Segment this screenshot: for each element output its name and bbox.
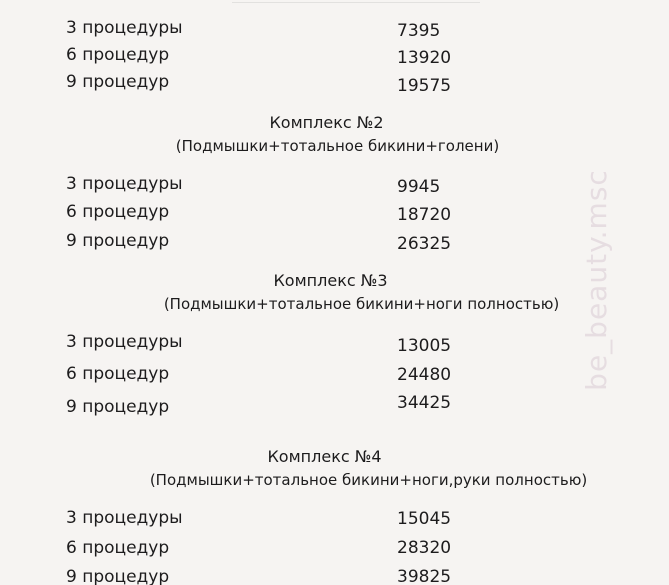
procedure-count: 9 процедур [66, 397, 170, 417]
procedure-price: 39825 [397, 567, 452, 585]
complex-1-row-3 [0, 16, 560, 40]
procedure-count: 3 процедуры [66, 508, 183, 528]
procedure-count: 9 процедур [66, 72, 170, 92]
complex-2-title: Комплекс №2 [269, 113, 384, 132]
procedure-count: 3 процедуры [66, 332, 183, 352]
procedure-price: 13005 [397, 336, 452, 356]
complex-3-row-3 [0, 330, 560, 354]
procedure-price: 13920 [397, 48, 452, 68]
procedure-price: 15045 [397, 509, 452, 529]
procedure-price: 26325 [397, 234, 452, 254]
complex-3-subtitle: (Подмышки+тотальное бикини+ноги полностью) [163, 295, 560, 313]
procedure-price: 9945 [397, 177, 441, 197]
procedure-count: 6 процедур [66, 202, 170, 222]
procedure-count: 9 процедур [66, 567, 170, 585]
complex-3-title: Комплекс №3 [273, 271, 388, 290]
procedure-price: 19575 [397, 76, 452, 96]
complex-1-row-9 [0, 70, 560, 94]
procedure-count: 9 процедур [66, 231, 170, 251]
complex-4-title: Комплекс №4 [267, 447, 382, 466]
procedure-count: 3 процедуры [66, 18, 183, 38]
complex-3-row-6 [0, 362, 560, 386]
procedure-price: 28320 [397, 538, 452, 558]
complex-2-subtitle: (Подмышки+тотальное бикини+голени) [175, 137, 500, 155]
complex-2-row-6 [0, 200, 560, 224]
procedure-price: 18720 [397, 205, 452, 225]
complex-2-row-9 [0, 229, 560, 253]
cropped-heading-fragment [232, 0, 480, 3]
procedure-price: 7395 [397, 21, 441, 41]
procedure-count: 3 процедуры [66, 174, 183, 194]
complex-2-row-3 [0, 172, 560, 196]
complex-4-row-3 [0, 506, 560, 530]
procedure-count: 6 процедур [66, 538, 170, 558]
procedure-price: 34425 [397, 393, 452, 413]
complex-4-row-6 [0, 536, 560, 560]
complex-1-row-6 [0, 43, 560, 67]
procedure-count: 6 процедур [66, 364, 170, 384]
brand-watermark: be_beauty.msc [580, 169, 613, 391]
complex-4-row-9 [0, 565, 560, 585]
complex-4-subtitle: (Подмышки+тотальное бикини+ноги,руки полностью) [149, 471, 588, 489]
complex-3-row-9 [0, 395, 560, 419]
procedure-price: 24480 [397, 365, 452, 385]
procedure-count: 6 процедур [66, 45, 170, 65]
